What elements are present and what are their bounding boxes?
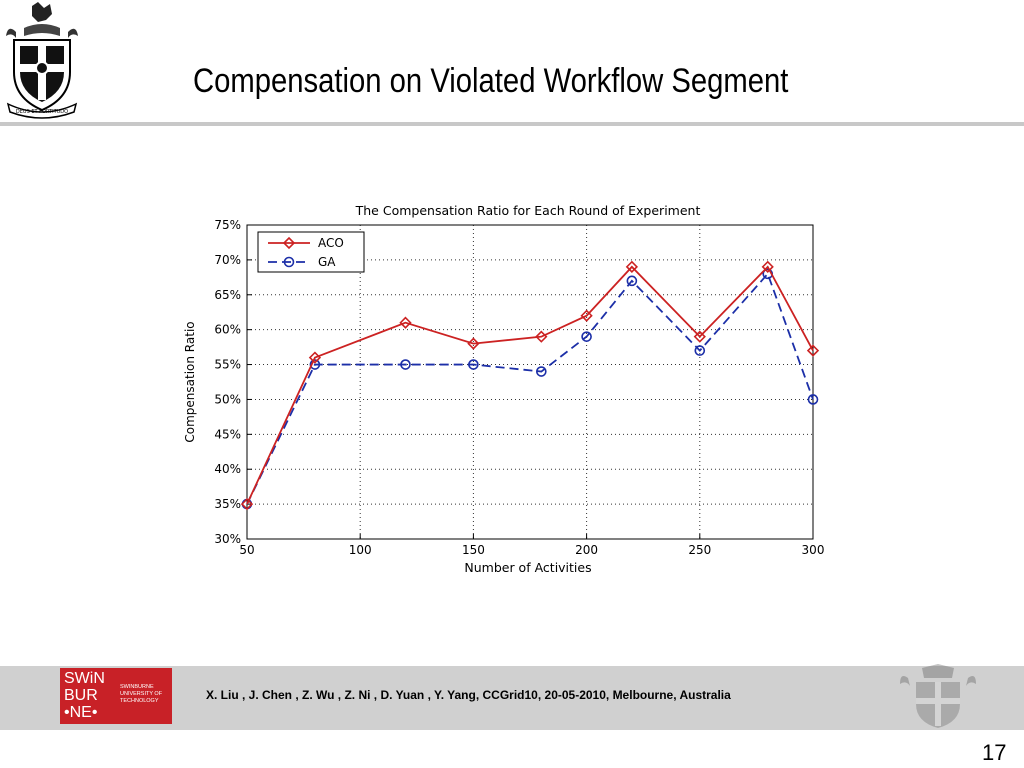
logo-word-1: SWiN — [64, 670, 105, 687]
logo-sub-1: SWINBURNE — [120, 684, 154, 690]
logo-word-3: •NE• — [64, 704, 98, 721]
y-tick-label-3: 45% — [214, 427, 241, 442]
x-tick-label-0: 50 — [239, 543, 255, 557]
x-tick-label-1: 100 — [348, 543, 372, 557]
legend-label-ga: GA — [318, 255, 336, 269]
page-number: 17 — [982, 740, 1007, 765]
y-tick-label-8: 70% — [214, 252, 241, 267]
legend — [258, 232, 364, 272]
slide-title: Compensation on Violated Workflow Segment — [193, 62, 789, 100]
y-tick-label-7: 65% — [214, 287, 241, 302]
x-axis-label: Number of Activities — [464, 560, 592, 575]
compensation-ratio-chart — [180, 196, 840, 580]
y-tick-label-4: 50% — [214, 392, 241, 407]
legend-box — [258, 232, 364, 272]
x-tick-label-5: 300 — [801, 543, 825, 557]
logo-sub-2: UNIVERSITY OF — [120, 691, 163, 697]
x-tick-label-4: 250 — [688, 543, 712, 557]
faded-crest-icon — [898, 664, 978, 728]
y-tick-label-5: 55% — [214, 357, 241, 372]
y-tick-label-1: 35% — [214, 497, 241, 512]
y-tick-label-9: 75% — [214, 218, 241, 232]
swinburne-logo — [60, 668, 172, 724]
series-line-aco — [247, 267, 813, 504]
svg-text:DEUS ET FORTITUDO: DEUS ET FORTITUDO — [15, 109, 69, 115]
title-divider — [0, 122, 1024, 126]
chart-title: The Compensation Ratio for Each Round of Experiment — [355, 203, 701, 218]
logo-sub-3: TECHNOLOGY — [120, 698, 159, 704]
footer-citation: X. Liu , J. Chen , Z. Wu , Z. Ni , D. Yuan , Y. Yang, CCGrid10, 20-05-2010, Melbourne, Australia — [206, 688, 731, 702]
series-aco — [242, 262, 818, 509]
y-tick-label-2: 40% — [214, 462, 241, 477]
x-tick-label-2: 150 — [461, 543, 485, 557]
university-crest — [2, 2, 82, 120]
y-tick-label-0: 30% — [214, 532, 241, 546]
x-tick-label-3: 200 — [575, 543, 599, 557]
logo-word-2: BUR — [64, 687, 98, 704]
series — [242, 262, 818, 509]
y-axis-label: Compensation Ratio — [183, 321, 197, 443]
legend-label-aco: ACO — [318, 236, 344, 250]
y-tick-label-6: 60% — [214, 322, 241, 337]
